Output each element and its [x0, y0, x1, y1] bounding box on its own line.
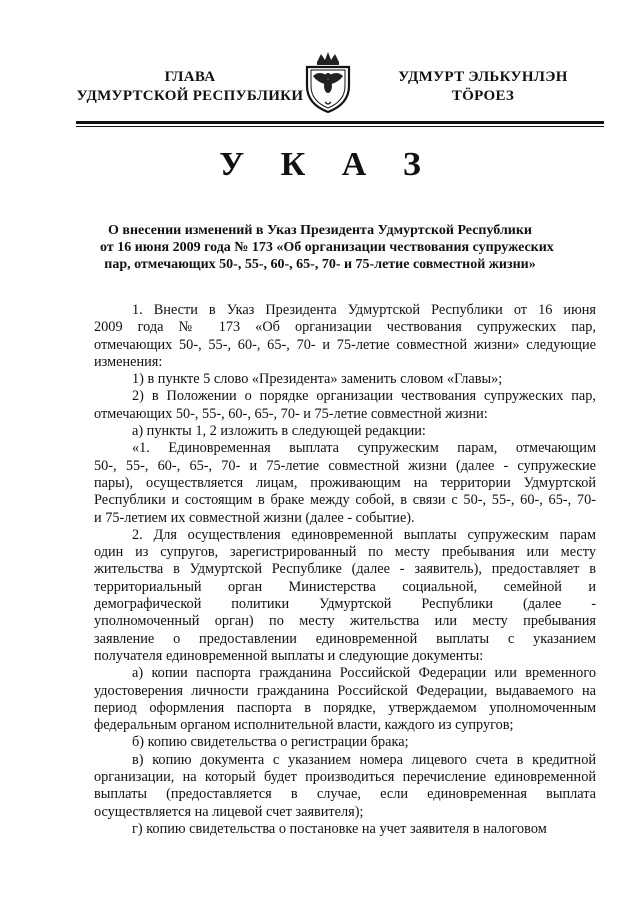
decree-body: [94, 302, 596, 838]
body-paragraph: [94, 665, 596, 734]
body-line: жительства в Удмуртской Республике (далее - заявитель), предоставляет в: [94, 561, 596, 578]
body-line: 2009 года № 173 «Об организации чествования супружеских пар,: [94, 319, 596, 336]
body-line: отмечающих 50-, 55-, 60-, 65-, 70- и 75-летие совместной жизни:: [94, 405, 488, 422]
title-line: О внесении изменений в Указ Президента Удмуртской Республики: [108, 223, 532, 238]
body-line: демографической политики Удмуртской Республики (далее -: [94, 596, 596, 613]
body-line: осуществляется на лицевой счет заявителя);: [94, 803, 364, 820]
body-line: 50-, 55-, 60-, 65-, 70- и 75-летие совместной жизни (далее - супружеские: [94, 457, 596, 474]
body-paragraph: [94, 302, 596, 371]
body-line: Республики и состоящим в браке между собой, в связи с 50-, 55-, 60-, 65-, 70-: [94, 492, 596, 509]
body-line: территориальный орган Министерства социальной, семейной и: [94, 578, 596, 595]
body-paragraph: [94, 423, 596, 440]
body-line: 2. Для осуществления единовременной выплаты супружеским парам: [132, 526, 596, 543]
body-line: б) копию свидетельства о регистрации брака;: [132, 734, 409, 751]
body-paragraph: [94, 371, 596, 388]
body-paragraph: [94, 752, 596, 821]
body-line: изменения:: [94, 353, 163, 370]
body-line: г) копию свидетельства о постановке на учет заявителя в налоговом: [132, 820, 547, 837]
body-line: а) копии паспорта гражданина Российской Федерации или временного: [132, 665, 596, 682]
header-left-line1: ГЛАВА: [164, 69, 216, 85]
body-line: пары), осуществляется лицам, проживающим на территории Удмуртской: [94, 474, 596, 491]
body-line: период оформления паспорта в порядке, утверждаемом уполномоченным: [94, 699, 596, 716]
body-paragraph: [94, 734, 596, 751]
body-line: отмечающих 50-, 55-, 60-, 65-, 70- и 75-летие совместной жизни» следующие: [94, 336, 596, 353]
body-line: 1) в пункте 5 слово «Президента» заменить словом «Главы»;: [132, 371, 503, 388]
body-paragraph: [94, 440, 596, 526]
body-line: организации, на который будет производиться перечисление единовременной: [94, 769, 596, 786]
title-line: от 16 июня 2009 года № 173 «Об организации чествования супружеских: [100, 240, 554, 255]
body-line: один из супругов, зарегистрированный по месту пребывания или месту: [94, 544, 596, 561]
body-line: «1. Единовременная выплата супружеским парам, отмечающим: [132, 440, 596, 457]
header-left: [70, 68, 310, 106]
body-line: получателя единовременной выплаты и следующие документы:: [94, 647, 484, 664]
header-right-line2: ТӦРОЕЗ: [451, 88, 515, 104]
header-left-line2: УДМУРТСКОЙ РЕСПУБЛИКИ: [76, 88, 304, 104]
body-line: и 75-летием их совместной жизни (далее - событие).: [94, 509, 415, 526]
udmurt-coat-of-arms-icon: [299, 50, 357, 114]
body-line: а) пункты 1, 2 изложить в следующей редакции:: [132, 423, 426, 440]
body-line: заявление о предоставлении единовременной выплаты с указанием: [94, 630, 596, 647]
header-right-line1: УДМУРТ ЭЛЬКУНЛЭН: [398, 69, 568, 85]
body-line: удостоверения личности гражданина Российской Федерации, выдаваемого на: [94, 682, 596, 699]
body-paragraph: [94, 527, 596, 665]
document-type-heading: У К А З: [219, 146, 435, 183]
body-line: выплаты (предоставляется в случае, если единовременная выплата: [94, 786, 596, 803]
title-line: пар, отмечающих 50-, 55-, 60-, 65-, 70- и 75-летие совместной жизни»: [104, 257, 536, 272]
body-line: 2) в Положении о порядке организации чествования супружеских пар,: [132, 388, 596, 405]
header-right: [368, 68, 598, 106]
body-paragraph: [94, 388, 596, 423]
body-paragraph: [94, 821, 596, 838]
decree-title: [100, 222, 554, 273]
body-line: уполномоченный орган) по месту жительства или месту пребывания: [94, 613, 596, 630]
body-line: 1. Внести в Указ Президента Удмуртской Республики от 16 июня: [132, 302, 596, 318]
header-rule-thick: [76, 121, 604, 124]
body-line: федеральным органом исполнительной власти, каждого из супругов;: [94, 717, 514, 734]
body-line: в) копию документа с указанием номера лицевого счета в кредитной: [132, 751, 596, 768]
header-rule-thin: [76, 126, 604, 127]
